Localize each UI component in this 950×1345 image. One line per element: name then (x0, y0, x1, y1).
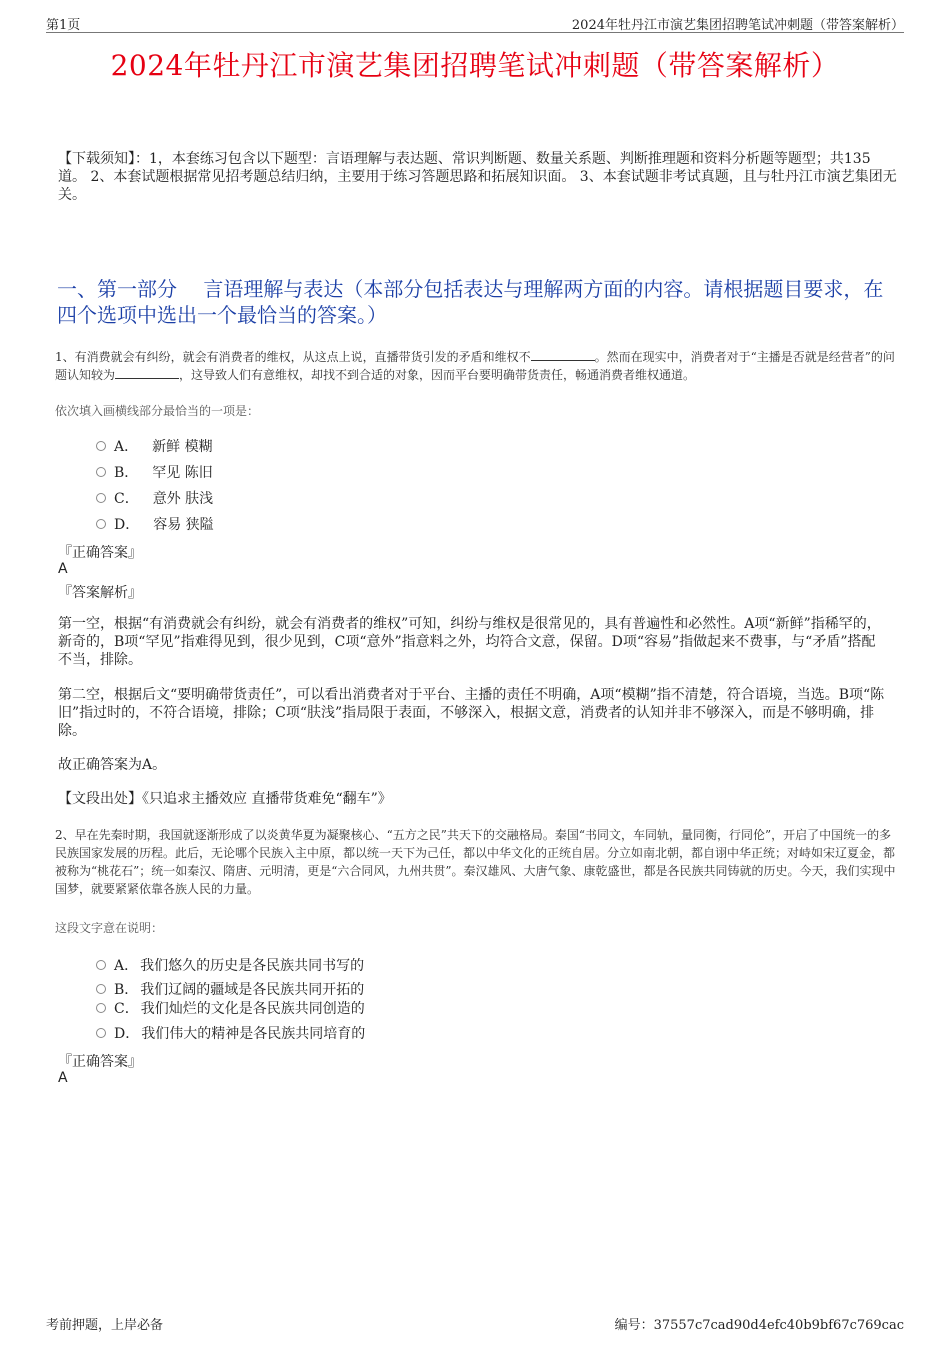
question-2-prompt: 这段文字意在说明： (55, 921, 164, 935)
radio-icon[interactable] (96, 1028, 106, 1038)
question-2-option-a[interactable]: A． 我们悠久的历史是各民族共同书写的 (96, 955, 364, 975)
question-1-option-c[interactable]: C． 意外 肤浅 (96, 488, 213, 508)
header-divider (46, 32, 904, 33)
question-1-option-a[interactable]: A． 新鲜 模糊 (96, 436, 213, 456)
footer-document-id: 编号：37557c7cad90d4efc40b9bf67c769cac (614, 1318, 904, 1333)
radio-icon[interactable] (96, 984, 106, 994)
question-2-answer: A (58, 1070, 68, 1086)
question-1-analysis-paragraph-1: 第一空，根据“有消费就会有纠纷，就会有消费者的维权”可知，纠纷与维权是很常见的，具有普遍性和必然性。A项“新鲜”指稀罕的，新奇的，B项“罕见”指难得见到，很少见到，C项“意外”指意料之外，均符合文意，保留。D项“容易”指做起来不费事，与“矛盾”搭配不当，排除。 (58, 616, 881, 668)
header-page-number: 第1页 (46, 18, 81, 33)
question-2-option-b[interactable]: B． 我们辽阔的疆域是各民族共同开拓的 (96, 979, 364, 999)
section-heading: 一、第一部分 言语理解与表达（本部分包括表达与理解两方面的内容。请根据题目要求，在四个选项中选出一个最恰当的答案。） (57, 277, 884, 327)
question-1-source: 【文段出处】《只追求主播效应 直播带货难免“翻车”》 (58, 791, 392, 807)
radio-icon[interactable] (96, 519, 106, 529)
question-1-option-b[interactable]: B． 罕见 陈旧 (96, 462, 213, 482)
question-1-stem-part-b: 。然而在现实中，消费者对于“主播是否就是经营者”的问题认知较为 (55, 350, 895, 382)
question-1-analysis-label: 『答案解析』 (58, 585, 142, 601)
question-1-answer-label: 『正确答案』 (58, 545, 142, 561)
question-2-option-c[interactable]: C． 我们灿烂的文化是各民族共同创造的 (96, 998, 365, 1018)
question-1-stem-part-a: 1、有消费就会有纠纷，就会有消费者的维权，从这点上说，直播带货引发的矛盾和维权不 (55, 350, 531, 364)
download-notice: 【下载须知】：1，本套练习包含以下题型：言语理解与表达题、常识判断题、数量关系题、判断推理题和资料分析题等题型；共135道。 2、本套试题根据常见招考题总结归纳，主要用于练习答题思路和拓展知识面。 3、本套试题非考试真题，且与牡丹江市演艺集团无关。 (58, 151, 897, 203)
radio-icon[interactable] (96, 1003, 106, 1013)
radio-icon[interactable] (96, 441, 106, 451)
question-2-option-d[interactable]: D． 我们伟大的精神是各民族共同培育的 (96, 1023, 365, 1043)
footer-slogan: 考前押题，上岸必备 (46, 1318, 164, 1333)
header-doc-title: 2024年牡丹江市演艺集团招聘笔试冲刺题（带答案解析） (571, 18, 904, 33)
question-2-stem: 2、早在先秦时期，我国就逐渐形成了以炎黄华夏为凝聚核心、“五方之民”共天下的交融格局。秦国“书同文，车同轨，量同衡，行同伦”，开启了中国统一的多民族国家发展的历程。此后，无论哪个民族入主中原，都以统一天下为己任，都以中华文化的正统自居。分立如南北朝，都自诩中华正统；对峙如宋辽夏金，都被称为“桃花石”；统一如秦汉、隋唐、元明清，更是“六合同风，九州共贯”。秦汉雄风、大唐气象、康乾盛世，都是各民族共同铸就的历史。今天，我们实现中国梦，就要紧紧依靠各族人民的力量。 (55, 828, 896, 896)
question-2-answer-label: 『正确答案』 (58, 1054, 142, 1070)
document-title: 2024年牡丹江市演艺集团招聘笔试冲刺题（带答案解析） (110, 49, 840, 82)
question-1-stem (55, 348, 897, 384)
question-1-answer: A (58, 561, 68, 577)
question-1-option-d[interactable]: D． 容易 狭隘 (96, 514, 214, 534)
question-1-stem-part-c: ，这导致人们有意维权，却找不到合适的对象，因而平台要明确带货责任，畅通消费者维权通道。 (179, 368, 696, 382)
radio-icon[interactable] (96, 467, 106, 477)
question-1-analysis-paragraph-2: 第二空，根据后文“要明确带货责任”，可以看出消费者对于平台、主播的责任不明确，A项“模糊”指不清楚，符合语境，当选。B项“陈旧”指过时的，不符合语境，排除；C项“肤浅”指局限于表面，不够深入，根据文意，消费者的认知并非不够深入，而是不够明确，排除。 (58, 687, 885, 739)
radio-icon[interactable] (96, 960, 106, 970)
question-1-prompt: 依次填入画横线部分最恰当的一项是： (55, 404, 260, 418)
radio-icon[interactable] (96, 493, 106, 503)
question-1-conclusion: 故正确答案为A。 (58, 757, 167, 773)
fill-blank-2 (115, 366, 179, 379)
fill-blank-1 (531, 348, 595, 361)
